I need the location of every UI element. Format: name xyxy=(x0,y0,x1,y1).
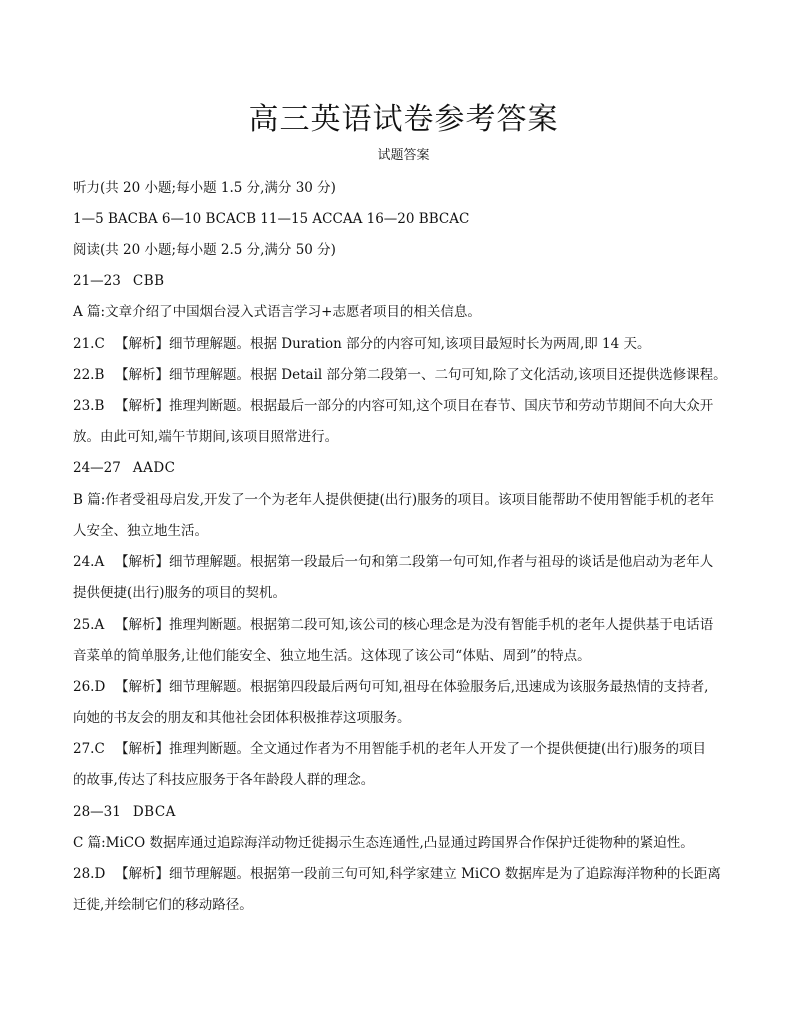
explanation-text: 【解析】细节理解题。根据 Duration 部分的内容可知,该项目最短时长为两周,即 14 天。 xyxy=(115,336,651,352)
explanation-item xyxy=(73,396,737,416)
question-number: 22.B xyxy=(73,367,105,383)
question-number: 25.A xyxy=(73,617,105,633)
section-b-answers xyxy=(73,458,737,478)
explanation-item xyxy=(73,864,737,884)
answer-key: CBB xyxy=(132,273,165,289)
explanation-text: 【解析】细节理解题。根据第一段前三句可知,科学家建立 MiCO 数据库是为了追踪海洋物种的长距离 xyxy=(115,866,721,882)
explanation-item xyxy=(73,615,737,635)
question-number: 27.C xyxy=(73,741,105,757)
explanation-text: 【解析】推理判断题。根据最后一部分的内容可知,这个项目在春节、国庆节和劳动节期间不向大众开 xyxy=(115,398,714,414)
question-range: 28—31 xyxy=(73,804,121,820)
explanation-continuation: 音菜单的简单服务,让他们能安全、独立地生活。这体现了该公司“体贴、周到”的特点。 xyxy=(73,648,591,664)
question-number: 28.D xyxy=(73,866,106,882)
explanation-text: 【解析】细节理解题。根据第一段最后一句和第二段第一句可知,作者与祖母的谈话是他启动为老年人 xyxy=(115,554,714,570)
explanation-text: 【解析】细节理解题。根据 Detail 部分第二段第一、二句可知,除了文化活动,该项目还提供选修课程。 xyxy=(115,367,727,383)
explanation-item xyxy=(73,739,737,759)
page-title: 高三英语试卷参考答案 xyxy=(248,102,559,137)
explanation-item xyxy=(73,365,737,385)
section-b-summary-cont: 人安全、独立地生活。 xyxy=(73,523,208,539)
answer-key: AADC xyxy=(132,460,176,476)
explanation-item xyxy=(73,677,737,697)
explanation-continuation: 向她的书友会的朋友和其他社会团体积极推荐这项服务。 xyxy=(73,710,411,726)
question-range: 21—23 xyxy=(73,273,121,289)
explanation-continuation: 放。由此可知,端午节期间,该项目照常进行。 xyxy=(73,429,339,445)
section-a-answers xyxy=(73,271,737,291)
explanation-continuation: 的故事,传达了科技应服务于各年龄段人群的理念。 xyxy=(73,772,375,788)
explanation-continuation: 提供便捷(出行)服务的项目的契机。 xyxy=(73,585,287,601)
explanation-text: 【解析】细节理解题。根据第四段最后两句可知,祖母在体验服务后,迅速成为该服务最热情的支持者, xyxy=(115,679,709,695)
question-number: 23.B xyxy=(73,398,105,414)
explanation-continuation: 迁徙,并绘制它们的移动路径。 xyxy=(73,897,253,913)
question-range: 24—27 xyxy=(73,460,121,476)
page-subtitle: 试题答案 xyxy=(377,148,430,163)
question-number: 26.D xyxy=(73,679,106,695)
section-c-summary: C 篇:MiCO 数据库通过追踪海洋动物迁徙揭示生态连通性,凸显通过跨国界合作保护迁徙物种的紧迫性。 xyxy=(73,835,694,851)
question-number: 24.A xyxy=(73,554,105,570)
listening-header: 听力(共 20 小题;每小题 1.5 分,满分 30 分) xyxy=(73,180,336,196)
section-a-summary: A 篇:文章介绍了中国烟台浸入式语言学习+志愿者项目的相关信息。 xyxy=(73,304,481,320)
listening-answers: 1—5 BACBA 6—10 BCACB 11—15 ACCAA 16—20 BBCAC xyxy=(73,211,470,227)
section-c-answers xyxy=(73,802,737,822)
explanation-text: 【解析】推理判断题。根据第二段可知,该公司的核心理念是为没有智能手机的老年人提供基于电话语 xyxy=(115,617,714,633)
section-b-summary: B 篇:作者受祖母启发,开发了一个为老年人提供便捷(出行)服务的项目。该项目能帮助不使用智能手机的老年 xyxy=(73,492,715,508)
reading-header: 阅读(共 20 小题;每小题 2.5 分,满分 50 分) xyxy=(73,242,336,258)
explanation-item xyxy=(73,334,737,354)
answer-key: DBCA xyxy=(132,804,176,820)
explanation-item xyxy=(73,552,737,572)
question-number: 21.C xyxy=(73,336,105,352)
explanation-text: 【解析】推理判断题。全文通过作者为不用智能手机的老年人开发了一个提供便捷(出行)服务的项目 xyxy=(115,741,707,757)
